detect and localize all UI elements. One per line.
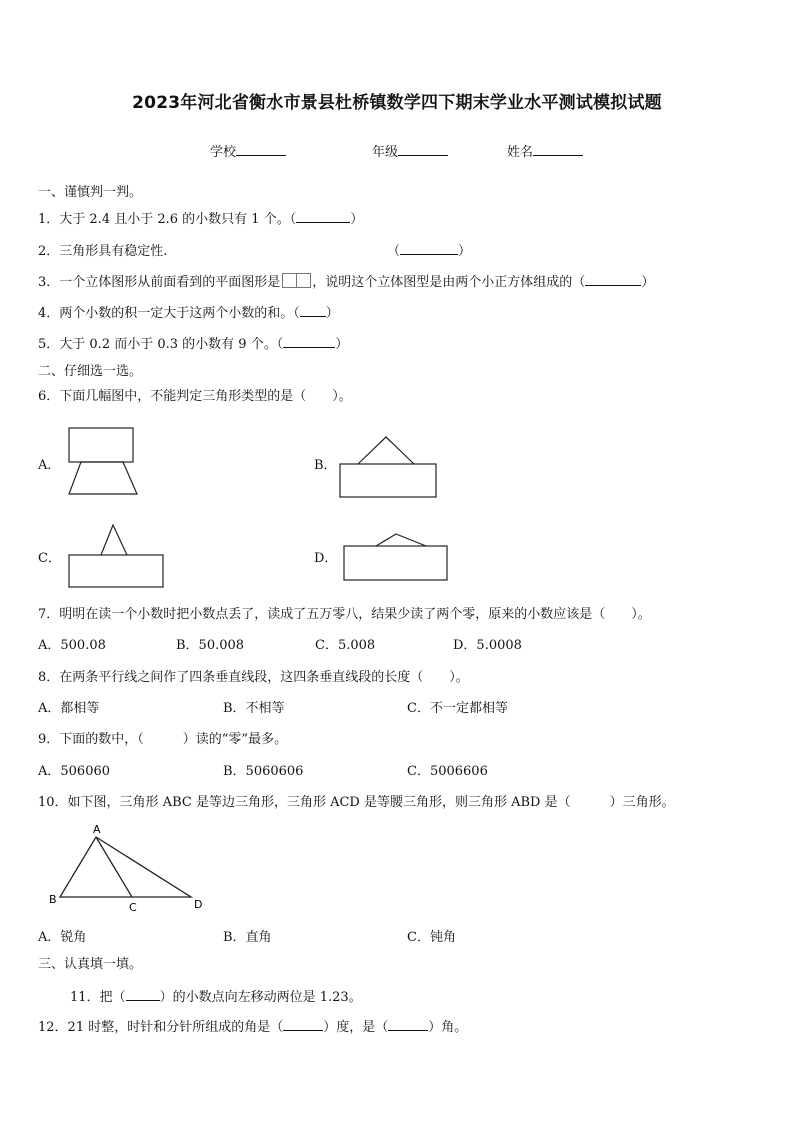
q10-number: 10． — [38, 795, 68, 810]
label-a: A — [93, 823, 101, 836]
question-6 — [38, 385, 352, 404]
q7-number: 7． — [38, 607, 60, 622]
q5-text: 大于 0.2 而小于 0.3 的小数有 9 个。（ — [59, 337, 284, 352]
q4-number: 4． — [38, 306, 60, 321]
question-11 — [70, 986, 362, 1005]
grade-field — [372, 141, 448, 160]
q10-option-b[interactable]: B．直角 — [223, 930, 272, 945]
name-label: 姓名 — [507, 145, 534, 160]
q11-blank[interactable] — [126, 988, 160, 1001]
question-7 — [38, 603, 651, 622]
q1-blank[interactable] — [296, 210, 350, 223]
q9-option-c[interactable]: C．5006606 — [407, 764, 488, 779]
q3-text-b: ，说明这个立体图型是由两个小正方体组成的（ — [312, 275, 586, 290]
q5-blank[interactable] — [283, 335, 335, 348]
name-field — [507, 141, 583, 160]
question-4 — [38, 302, 339, 321]
question-12 — [38, 1016, 467, 1035]
q6-number: 6． — [38, 389, 60, 404]
q12-text-a: 21 时整，时针和分针所组成的角是（ — [67, 1020, 284, 1035]
section-heading-2: 二、仔细选一选。 — [38, 364, 143, 379]
q8-option-a[interactable]: A．都相等 — [38, 701, 100, 716]
label-d: D — [194, 898, 203, 911]
q10-text: 如下图，三角形 ABC 是等边三角形，三角形 ACD 是等腰三角形，则三角形 ABD 是（ ）三角形。 — [67, 795, 675, 810]
question-2 — [38, 240, 167, 259]
q8-option-c[interactable]: C．不一定都相等 — [407, 701, 508, 716]
q7-option-c[interactable]: C．5.008 — [315, 638, 376, 653]
school-label: 学校 — [210, 145, 237, 160]
q1-number: 1． — [38, 212, 60, 227]
two-squares-figure — [282, 273, 310, 292]
grade-blank[interactable] — [398, 143, 448, 156]
q4-close: ） — [325, 306, 339, 321]
section-heading-3: 三、认真填一填。 — [38, 957, 143, 972]
q3-number: 3． — [38, 275, 60, 290]
q9-text: 下面的数中，（ ）读的“零”最多。 — [59, 732, 288, 747]
question-10 — [38, 791, 675, 810]
q6-text: 下面几幅图中，不能判定三角形类型的是（ ）。 — [59, 389, 352, 404]
q10-option-a[interactable]: A．锐角 — [38, 930, 87, 945]
q12-number: 12． — [38, 1020, 68, 1035]
q11-number: 11． — [70, 990, 100, 1005]
q7-text: 明明在读一个小数时把小数点丢了，读成了五万零八，结果少读了两个零，原来的小数应该是（ ）。 — [59, 607, 651, 622]
q2-answer — [387, 240, 471, 259]
q2-number: 2． — [38, 244, 60, 259]
question-8 — [38, 666, 469, 685]
section-heading-1: 一、谨慎判一判。 — [38, 185, 143, 200]
q11-text-b: ）的小数点向左移动两位是 1.23。 — [159, 990, 362, 1005]
q11-text-a: 把（ — [99, 990, 126, 1005]
q3-text-a: 一个立体图形从前面看到的平面图形是 — [59, 275, 281, 290]
q12-blank-2[interactable] — [388, 1018, 428, 1031]
q12-text-b: ）度，是（ — [323, 1020, 389, 1035]
q9-number: 9． — [38, 732, 60, 747]
q8-text: 在两条平行线之间作了四条垂直线段，这四条垂直线段的长度（ ）。 — [59, 670, 469, 685]
q6-option-c[interactable]: C． — [38, 551, 61, 566]
q6-figure-d — [342, 532, 450, 584]
q4-text: 两个小数的积一定大于这两个小数的和。（ — [59, 306, 300, 321]
q10-option-c[interactable]: C．钝角 — [407, 930, 456, 945]
q2-close: ） — [458, 244, 472, 259]
school-blank[interactable] — [236, 143, 286, 156]
q1-close: ） — [350, 212, 364, 227]
q3-blank[interactable] — [585, 273, 641, 286]
q7-option-d[interactable]: D．5.0008 — [453, 638, 522, 653]
q8-option-b[interactable]: B．不相等 — [223, 701, 285, 716]
q12-text-c: ）角。 — [428, 1020, 468, 1035]
question-3 — [38, 271, 654, 292]
school-field — [210, 141, 286, 160]
label-c: C — [129, 901, 137, 914]
q2-blank[interactable] — [400, 242, 458, 255]
q6-figure-c — [67, 522, 167, 590]
q6-option-d[interactable]: D． — [314, 551, 338, 566]
page-title: 2023年河北省衡水市景县杜桥镇数学四下期末学业水平测试模拟试题 — [132, 93, 662, 113]
q2-open: （ — [387, 244, 401, 259]
q8-number: 8． — [38, 670, 60, 685]
q7-option-a[interactable]: A．500.08 — [38, 638, 106, 653]
q2-text: 三角形具有稳定性. — [59, 244, 168, 259]
grade-label: 年级 — [372, 145, 399, 160]
q5-number: 5． — [38, 337, 60, 352]
q6-option-b[interactable]: B． — [314, 458, 337, 473]
name-blank[interactable] — [533, 143, 583, 156]
q4-blank[interactable] — [300, 304, 326, 317]
question-1 — [38, 208, 363, 227]
q12-blank-1[interactable] — [283, 1018, 323, 1031]
q6-figure-b — [338, 433, 438, 499]
q5-close: ） — [335, 337, 349, 352]
q6-option-a[interactable]: A． — [38, 458, 61, 473]
q7-option-b[interactable]: B．50.008 — [176, 638, 245, 653]
question-5 — [38, 333, 348, 352]
q6-figure-a — [66, 426, 142, 498]
q3-close: ） — [641, 275, 655, 290]
question-9 — [38, 728, 287, 747]
q9-option-a[interactable]: A．506060 — [38, 764, 111, 779]
q9-option-b[interactable]: B．5060606 — [223, 764, 304, 779]
q1-text: 大于 2.4 且小于 2.6 的小数只有 1 个。（ — [59, 212, 297, 227]
label-b: B — [49, 893, 57, 906]
q10-triangle-figure — [46, 822, 216, 914]
